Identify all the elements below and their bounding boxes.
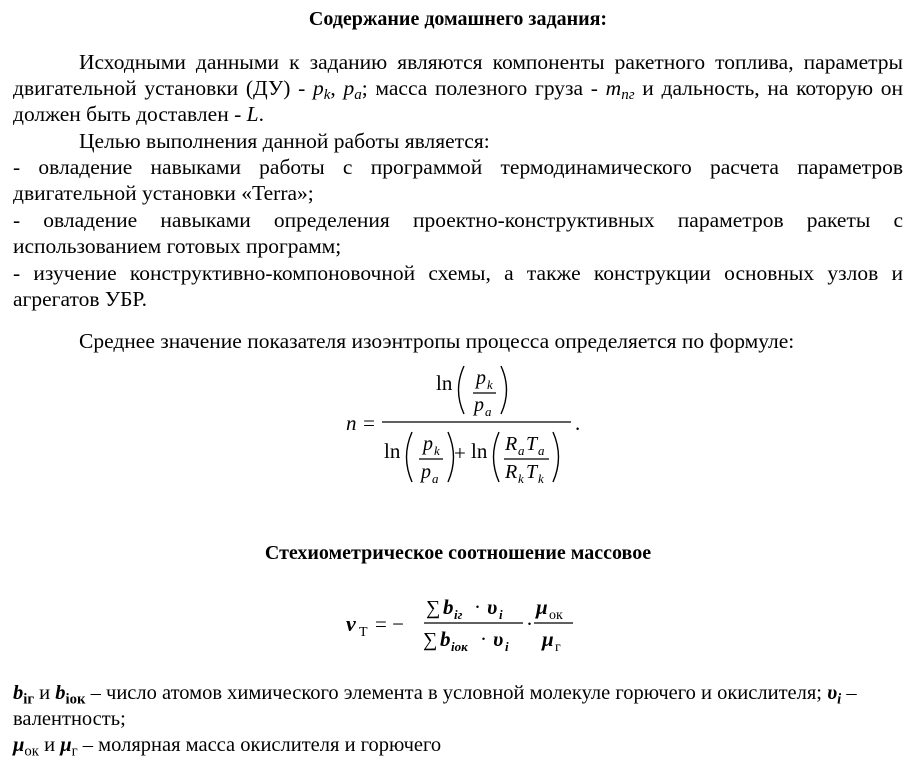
- nu-symbol: ν: [346, 611, 356, 636]
- valence-symbol: υ: [493, 627, 504, 651]
- intro-separator: ,: [330, 76, 344, 100]
- mu-symbol: μ: [536, 595, 548, 619]
- intro-text-mid: ; масса полезного груза -: [361, 76, 606, 100]
- ln-label: ln: [436, 371, 453, 395]
- p-symbol: p: [474, 394, 484, 416]
- definition-text: – число атомов химического элемента в условной молекуле горючего и окислителя;: [85, 682, 828, 704]
- definition-item: [13, 680, 903, 732]
- stoichiometric-ratio-formula: [13, 590, 903, 660]
- p-symbol: p: [423, 433, 433, 455]
- pa-symbol: p: [343, 76, 355, 100]
- p-symbol: p: [421, 461, 431, 483]
- conjunction: и: [38, 734, 61, 756]
- valence-subscript: i: [837, 691, 842, 708]
- right-paren: [553, 432, 559, 482]
- formula-n-lhs: n =: [346, 411, 376, 435]
- a-subscript: a: [485, 404, 492, 419]
- a-subscript: a: [538, 443, 545, 458]
- T-symbol: T: [526, 461, 538, 483]
- intro-paragraph: [13, 49, 903, 127]
- right-paren: [501, 366, 507, 414]
- ln-label: ln: [384, 439, 401, 463]
- valence-subscript: i: [499, 607, 503, 622]
- payload-mass-subscript: пг: [621, 87, 635, 104]
- equals-minus: = −: [375, 612, 404, 636]
- valence-symbol: υ: [827, 682, 838, 704]
- formula-end-period: .: [575, 411, 581, 435]
- goal-item: - овладение навыками работы с программой термодинамического расчета параметров двигательной установки «Terra»;: [13, 155, 903, 205]
- range-symbol: L: [246, 102, 259, 126]
- b-subscript: iг: [454, 607, 463, 622]
- R-symbol: R: [505, 461, 518, 483]
- b-subscript: iок: [65, 691, 86, 708]
- mu-symbol: μ: [542, 627, 554, 651]
- pk-symbol: p: [312, 76, 324, 100]
- mu-subscript: г: [71, 743, 78, 760]
- mu-symbol: μ: [60, 734, 72, 756]
- ln-label: ln: [471, 439, 488, 463]
- valence-symbol: υ: [487, 595, 498, 619]
- pk-subscript: k: [323, 87, 331, 104]
- b-symbol: b: [55, 682, 66, 704]
- dot-operator: ·: [480, 627, 487, 651]
- payload-mass-symbol: m: [605, 76, 622, 100]
- T-symbol: T: [526, 433, 538, 455]
- sum-sign: ∑: [426, 597, 441, 619]
- b-symbol: b: [13, 682, 24, 704]
- goal-item: - изучение конструктивно-компоновочной схемы, а также конструкции основных узлов и агрегатов УБР.: [13, 261, 903, 311]
- left-paren: [459, 366, 465, 414]
- nu-subscript: Т: [359, 625, 368, 640]
- k-subscript: k: [538, 471, 544, 486]
- a-subscript: a: [432, 471, 439, 486]
- definition-text: – валентность;: [13, 682, 857, 730]
- k-subscript: k: [518, 471, 524, 486]
- right-paren: [448, 432, 454, 482]
- definition-text: – молярная масса окислителя и горючего: [77, 734, 442, 756]
- dot-operator: ·: [526, 612, 533, 636]
- intro-text-mid2: и дальность, на которую он должен быть доставлен -: [13, 76, 904, 126]
- goal-item: - овладение навыками определения проектно-конструктивных параметров ракеты с использованием готовых программ;: [13, 208, 903, 258]
- dot-operator: ·: [474, 595, 481, 619]
- mu-symbol: μ: [13, 734, 25, 756]
- left-paren: [407, 432, 413, 482]
- b-subscript: iок: [451, 639, 468, 654]
- b-symbol: b: [443, 595, 454, 619]
- k-subscript: k: [487, 377, 493, 392]
- p-symbol: p: [476, 367, 486, 389]
- b-symbol: b: [440, 627, 451, 651]
- mu-subscript: ок: [24, 743, 39, 760]
- conjunction: и: [34, 682, 56, 704]
- k-subscript: k: [434, 443, 440, 458]
- sum-sign: ∑: [423, 629, 438, 651]
- a-subscript: a: [518, 443, 525, 458]
- isentropic-index-formula: [13, 362, 903, 492]
- plus-sign: +: [454, 441, 466, 465]
- mu-subscript: ок: [549, 608, 563, 623]
- goal-intro: Целью выполнения данной работы является:: [79, 129, 490, 153]
- formula-intro: Среднее значение показателя изоэнтропы процесса определяется по формуле:: [79, 329, 795, 353]
- document-title: Содержание домашнего задания:: [308, 8, 608, 30]
- definitions: [13, 680, 903, 758]
- left-paren: [494, 432, 500, 482]
- pa-subscript: a: [354, 87, 362, 104]
- intro-text-start: Исходными данными к заданию являются компоненты ракетного топлива, параметры двигательной установки (ДУ) -: [13, 50, 903, 100]
- R-symbol: R: [505, 433, 518, 455]
- definition-item: [13, 732, 903, 758]
- b-subscript: iг: [23, 691, 35, 708]
- section-title: Стехиометрическое соотношение массовое: [264, 542, 652, 564]
- intro-text-end: .: [258, 102, 264, 126]
- valence-subscript: i: [505, 639, 509, 654]
- mu-subscript: г: [555, 640, 561, 655]
